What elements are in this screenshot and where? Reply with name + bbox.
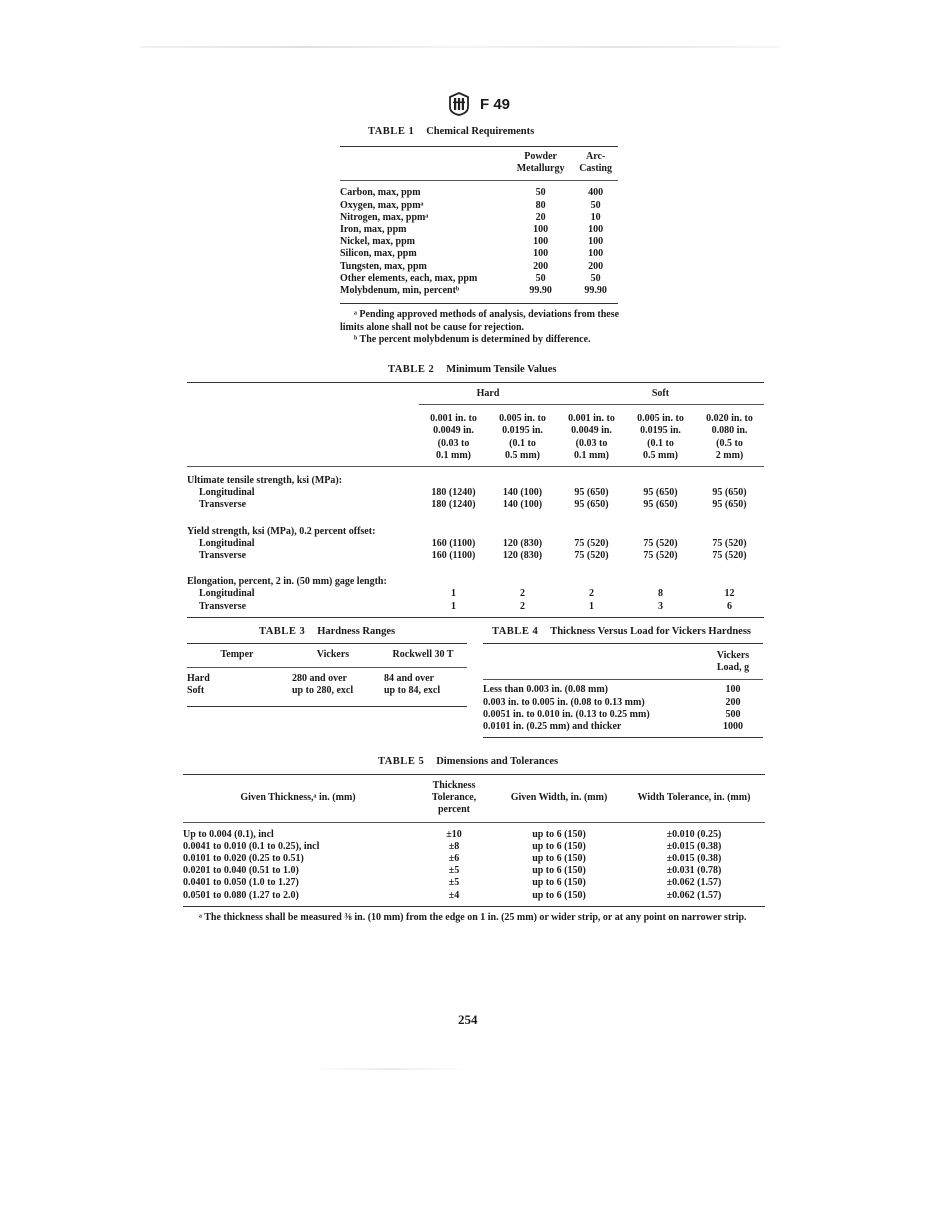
thickness-range: 0.0101 in. (0.25 mm) and thicker [483,721,703,738]
width-tolerance-value: ±0.062 (1.57) [623,890,765,907]
element-name: Molybdenum, min, percentᵇ [340,285,508,304]
column-header-line: 0.1 mm) [574,449,609,461]
table1-name: Chemical Requirements [426,126,535,137]
table-group-header-row [187,383,764,405]
scan-artifact [140,46,780,48]
column-header-line: 0.001 in. to [430,413,477,425]
table-row [183,890,765,907]
property-direction: Longitudinal [199,487,255,499]
table-row [483,721,763,738]
table-row [183,877,765,889]
tensile-value: 12 [724,588,735,600]
thickness-value: 0.0201 to 0.040 (0.51 to 1.0) [183,865,299,877]
column-header [557,405,626,467]
powder-value: 100 [533,236,549,248]
tensile-value: 95 (650) [574,487,609,499]
header-cell-arc [573,147,618,181]
column-header-line: 2 mm) [715,449,744,461]
table1-footnote-b: ᵇ The percent molybdenum is determined by difference. [354,334,591,345]
header-cell-width-tolerance: Width Tolerance, in. (mm) [623,775,765,823]
dimensions-tolerances-table [183,774,765,907]
tensile-value: 160 (1100) [431,550,476,562]
tensile-value: 1 [451,588,456,600]
scan-artifact [310,1068,470,1070]
element-name: Nitrogen, max, ppmᵃ [340,211,429,223]
powder-value: 99.90 [508,285,573,304]
tensile-value: 140 (100) [502,487,543,499]
header-cell-rockwell: Rockwell 30 T [379,644,467,668]
column-header-line: 0.0049 in. [571,425,612,437]
tensile-value: 8 [658,588,663,600]
page-header [448,92,510,116]
header-tol-line2: Tolerance, [431,792,477,804]
table-header-row [340,147,618,181]
table-row [183,822,765,841]
tensile-value: 95 (650) [574,499,609,511]
table3-label: TABLE 3 [259,626,306,637]
section-heading: Yield strength, ksi (MPa), 0.2 percent offset: [187,525,376,537]
header-cell-blank [340,147,508,181]
arc-value: 99.90 [573,285,618,304]
thickness-range: 0.003 in. to 0.005 in. (0.08 to 0.13 mm) [483,696,645,708]
column-header [419,405,488,467]
table5-name: Dimensions and Tolerances [436,756,559,767]
table5-label: TABLE 5 [378,756,425,767]
powder-value: 100 [533,248,549,260]
width-value: up to 6 (150) [532,840,586,852]
document-designation: F 49 [480,95,511,113]
vickers-value: up to 280, excl [287,685,379,706]
thickness-range: Less than 0.003 in. (0.08 mm) [483,684,609,696]
header-tol-line3: percent [437,804,471,816]
astm-logo-icon [448,92,470,116]
tensile-value: 6 [695,601,764,618]
thickness-value: Up to 0.004 (0.1), incl [183,828,274,840]
column-header [626,405,695,467]
element-name: Other elements, each, max, ppm [340,272,478,284]
table1-title [368,126,534,137]
header-cell-temper: Temper [187,644,287,668]
tensile-value: 2 [520,588,525,600]
table-row [483,680,763,697]
tensile-value: 95 (650) [712,499,747,511]
tensile-value: 75 (520) [574,537,609,549]
width-tolerance-value: ±0.062 (1.57) [666,877,722,889]
header-powder-line2: Metallurgy [516,163,565,175]
tolerance-value: ±10 [446,828,462,840]
section-heading-row [187,512,764,538]
powder-value: 20 [535,211,546,223]
column-header [488,405,557,467]
group-header-soft: Soft [557,383,764,405]
table-header-row [187,644,467,668]
arc-value: 100 [588,236,604,248]
tensile-value: 3 [626,601,695,618]
thickness-load-table [483,643,763,738]
column-header-line: 0.001 in. to [568,413,615,425]
powder-value: 200 [533,260,549,272]
rockwell-value: 84 and over [384,673,434,685]
table-row [340,224,618,236]
tensile-value: 2 [488,601,557,618]
table-row [340,285,618,304]
table-column-header-row [187,405,764,467]
table-row [187,668,467,686]
header-cell-vickers: Vickers [287,644,379,668]
width-value: up to 6 (150) [532,853,586,865]
section-heading: Elongation, percent, 2 in. (50 mm) gage length: [187,576,387,588]
width-tolerance-value: ±0.015 (0.38) [666,840,722,852]
tolerance-value: ±5 [448,877,460,889]
tensile-value: 75 (520) [643,550,678,562]
table-row [183,841,765,853]
group-header-hard: Hard [419,383,557,405]
width-value: up to 6 (150) [532,865,586,877]
tolerance-value: ±5 [448,865,460,877]
temper-value: Hard [187,673,210,685]
column-header-line: 0.1 mm) [436,449,471,461]
property-direction: Longitudinal [199,588,255,600]
tensile-value: 75 (520) [643,537,678,549]
column-header-line: (0.5 to [716,437,743,449]
arc-value: 100 [588,224,604,236]
tensile-value: 180 (1240) [431,499,476,511]
tensile-value: 160 (1100) [431,537,476,549]
column-header-line: 0.5 mm) [643,449,678,461]
width-tolerance-value: ±0.015 (0.38) [666,853,722,865]
element-name: Oxygen, max, ppmᵃ [340,199,424,211]
header-cell-blank [483,644,703,680]
table4-name: Thickness Versus Load for Vickers Hardness [550,626,752,637]
powder-value: 100 [533,224,549,236]
width-tolerance-value: ±0.031 (0.78) [666,865,722,877]
thickness-value: 0.0041 to 0.010 (0.1 to 0.25), incl [183,840,320,852]
table-row [340,236,618,248]
tensile-value: 140 (100) [502,499,543,511]
header-cell-width: Given Width, in. (mm) [495,775,623,823]
header-arc-line1: Arc- [585,151,606,162]
property-direction: Transverse [187,601,419,618]
vickers-value: 280 and over [292,673,347,685]
table-row [340,181,618,200]
load-value: 200 [725,696,741,708]
arc-value: 50 [590,272,601,284]
header-cell-tolerance [413,775,495,823]
header-cell-blank [187,383,419,405]
table1-label: TABLE 1 [368,126,415,137]
table-row [340,261,618,273]
column-header-line: 0.005 in. to [637,413,684,425]
temper-value: Soft [187,685,287,706]
element-name: Silicon, max, ppm [340,248,417,260]
column-header-line: 0.0049 in. [433,425,474,437]
table-row [183,865,765,877]
tensile-value: 120 (830) [502,537,543,549]
arc-value: 10 [590,211,601,223]
tensile-value: 120 (830) [502,550,543,562]
chemical-requirements-table [340,146,618,304]
tensile-value: 1 [419,601,488,618]
table-row [187,487,764,499]
width-value: up to 6 (150) [495,890,623,907]
table5-footnote: ᵃ The thickness shall be measured ⅜ in. (10 mm) from the edge on 1 in. (25 mm) or wider strip, or at any point on narrower strip. [199,912,747,923]
table-row [483,697,763,709]
arc-value: 100 [588,248,604,260]
column-header-line: 0.080 in. [711,425,748,437]
table-row [187,538,764,550]
table-row [187,601,764,618]
load-value: 1000 [703,721,763,738]
column-header-line: (0.1 to [647,437,674,449]
table-row [187,499,764,511]
table-row [483,709,763,721]
table1-footnote-a: ᵃ Pending approved methods of analysis, deviations from these limits alone shall not be cause for rejection. [340,309,620,333]
powder-value: 50 [535,187,546,199]
hardness-ranges-table [187,643,467,707]
rockwell-value: up to 84, excl [379,685,467,706]
thickness-value: 0.0101 to 0.020 (0.25 to 0.51) [183,853,304,865]
property-direction: Transverse [199,499,247,511]
thickness-value: 0.0501 to 0.080 (1.27 to 2.0) [183,890,413,907]
column-header-line: (0.03 to [437,437,470,449]
column-header-line: (0.03 to [575,437,608,449]
table2-name: Minimum Tensile Values [446,364,557,375]
arc-value: 200 [588,260,604,272]
minimum-tensile-values-table [187,382,764,618]
load-value: 100 [725,684,741,696]
column-header-line: (0.1 to [509,437,536,449]
width-value: up to 6 (150) [532,877,586,889]
tensile-value: 75 (520) [712,550,747,562]
tensile-value: 95 (650) [643,499,678,511]
table-row [183,853,765,865]
column-header-line: 0.005 in. to [499,413,546,425]
header-cell-load [703,644,763,680]
table-row [340,248,618,260]
page-number: 254 [458,1012,478,1027]
property-direction: Transverse [199,550,247,562]
thickness-value: 0.0401 to 0.050 (1.0 to 1.27) [183,877,299,889]
table5-title [378,756,558,767]
table4-title [492,626,751,637]
tolerance-value: ±6 [448,853,460,865]
element-name: Carbon, max, ppm [340,187,421,199]
table-row [340,273,618,285]
table-row [187,685,467,706]
element-name: Iron, max, ppm [340,224,407,236]
table-row [187,588,764,600]
element-name: Tungsten, max, ppm [340,260,427,272]
header-powder-line1: Powder [524,151,557,162]
header-cell-thickness: Given Thickness,ᵃ in. (mm) [183,775,413,823]
powder-value: 80 [535,199,546,211]
table-row [187,550,764,562]
table-header-row [183,775,765,823]
table-row [340,212,618,224]
table2-label: TABLE 2 [388,364,435,375]
tensile-value: 95 (650) [712,487,747,499]
section-heading-row [187,562,764,588]
thickness-range: 0.0051 in. to 0.010 in. (0.13 to 0.25 mm) [483,708,650,720]
arc-value: 400 [588,187,604,199]
column-header-line: 0.0195 in. [640,425,681,437]
tensile-value: 2 [589,588,594,600]
element-name: Nickel, max, ppm [340,236,415,248]
table4-label: TABLE 4 [492,626,539,637]
property-direction: Longitudinal [199,537,255,549]
table-header-row [483,644,763,680]
column-header [695,405,764,467]
width-value: up to 6 (150) [532,828,586,840]
load-value: 500 [725,708,741,720]
tensile-value: 75 (520) [712,537,747,549]
column-header-line: 0.5 mm) [505,449,540,461]
width-tolerance-value: ±0.010 (0.25) [666,828,722,840]
tensile-value: 180 (1240) [431,487,476,499]
header-load-line2: Load, g [716,662,750,674]
section-heading: Ultimate tensile strength, ksi (MPa): [187,475,343,487]
header-load-line1: Vickers [716,650,750,661]
tensile-value: 1 [557,601,626,618]
header-cell-powder [508,147,573,181]
tolerance-value: ±4 [413,890,495,907]
header-arc-line2: Casting [579,163,612,175]
header-tol-line1: Thickness [432,780,476,791]
table-row [340,200,618,212]
column-header-line: 0.0195 in. [502,425,543,437]
arc-value: 50 [590,199,601,211]
table3-title [259,626,395,637]
tensile-value: 95 (650) [643,487,678,499]
powder-value: 50 [535,272,546,284]
tolerance-value: ±8 [448,840,460,852]
header-cell-blank [187,405,419,467]
column-header-line: 0.020 in. to [706,413,753,425]
table3-name: Hardness Ranges [317,626,396,637]
tensile-value: 75 (520) [574,550,609,562]
section-heading-row [187,467,764,488]
table2-title [388,364,556,375]
